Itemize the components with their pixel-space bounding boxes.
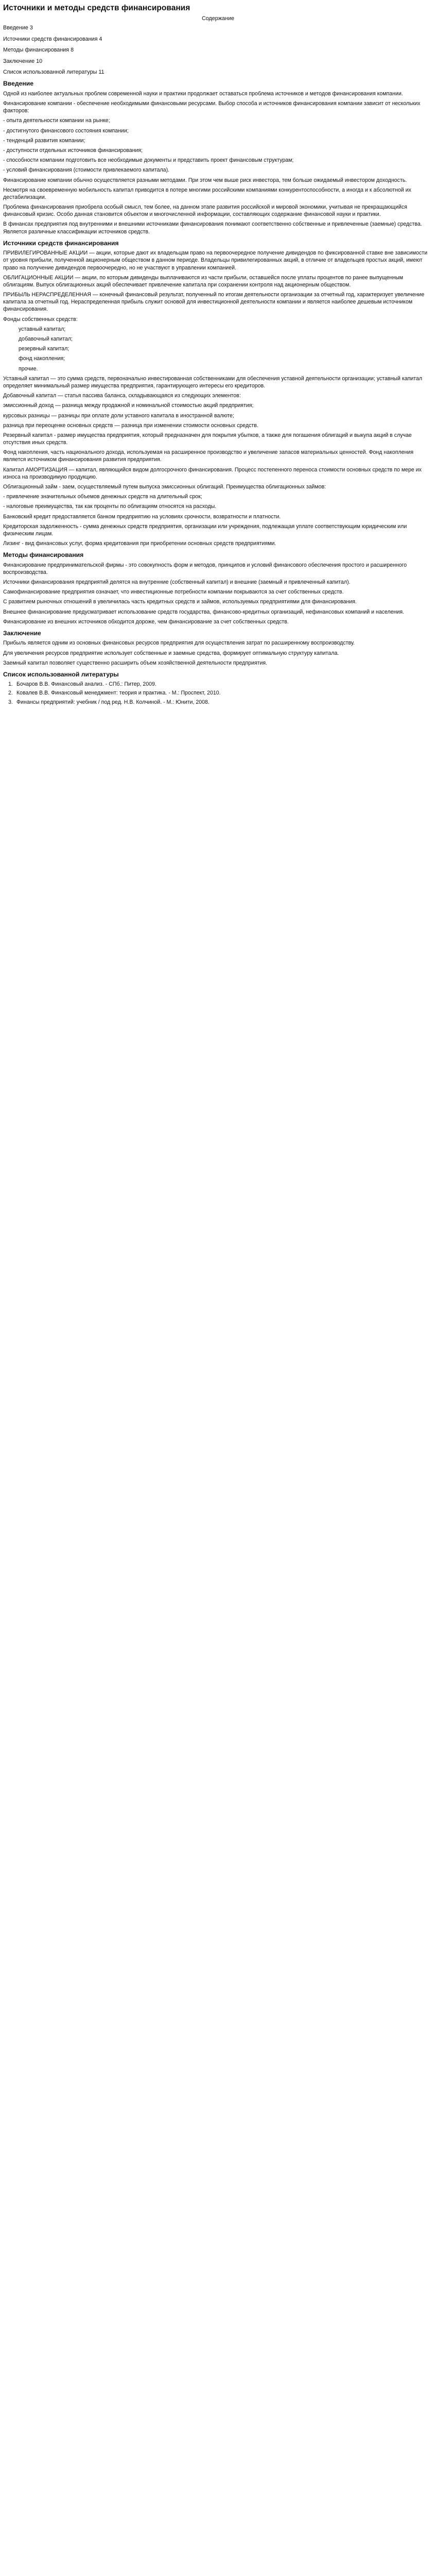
paragraph: - опыта деятельности компании на рынке; (3, 117, 110, 124)
paragraph: Фонды собственных средств: (3, 316, 78, 323)
list-item: прочие. (19, 365, 38, 372)
paragraph: Финансирование из внешних источников обходится дороже, чем финансирование за счет собственных средств. (3, 618, 289, 625)
toc-item: Список использованной литературы 11 (3, 69, 104, 76)
section-heading: Список использованной литературы (3, 670, 119, 678)
section-heading: Введение (3, 80, 34, 88)
paragraph: Проблема финансирования приобрела особый смысл, тем более, на данном этапе развития российской и мировой экономики, учитывая не прекращающийся финансовый кризис. Особо данная становится объектом и многочисленной информации, составляющих содержание финансовой науки и практики. (3, 204, 407, 218)
document-body (3, 79, 433, 705)
paragraph: Облигационный займ - заем, осуществляемый путем выпуска эмиссионных облигаций. Преимущества облигационных займов: (3, 484, 326, 490)
paragraph: - привлечение значительных объемов денежных средств на длительный срок; (3, 494, 202, 500)
paragraph: ПРИВИЛЕГИРОВАННЫЕ АКЦИИ — акции, которые дают их владельцам право на первоочередное получение дивидендов по фиксированной ставке вне зависимости от уровня прибыли, полученной акционерным обществом в данном периоде. Владельцы привилегированных акций, в отличие от владельцев простых акций, имеют право на получение дивидендов первоочередно, но не участвуют в управлении компанией. (3, 250, 428, 271)
paragraph: - способности компании подготовить все необходимые документы и представить проект финансовым структурам; (3, 157, 294, 164)
paragraph: эмиссионный доход — разница между продажной и номинальной стоимостью акций предприятия; (3, 402, 254, 409)
reference-number: 2. (8, 690, 13, 697)
list-item: добавочный капитал; (19, 336, 73, 343)
paragraph: Одной из наиболее актуальных проблем современной науки и практики продолжает оставаться проблема источников и методов финансирования компании. (3, 90, 403, 97)
list-item: резервный капитал; (19, 346, 69, 352)
section (3, 629, 433, 667)
paragraph: Несмотря на своевременную мобильность капитал приводится в потере многими российскими компаниями конкурентоспособности, а иногда и к абсолютной их дестабилизации. (3, 187, 411, 200)
reference-item (3, 681, 433, 688)
section-heading: Заключение (3, 630, 41, 637)
list-item: уставный капитал; (19, 326, 66, 332)
toc-item: Заключение 10 (3, 58, 43, 64)
paragraph: Самофинансирование предприятия означает, что инвестиционные потребности компании покрываются за счет собственных средств. (3, 589, 344, 596)
paragraph: Финансирование компании обычно осуществляется разными методами. При этом чем выше риск инвестора, тем больше ожидаемый инвестором доходность. (3, 177, 407, 183)
paragraph: разница при переоценке основных средств — разница при изменении стоимости основных средств. (3, 422, 258, 429)
paragraph: Прибыль является одним из основных финансовых ресурсов предприятия для осуществления затрат по расширенному воспроизводству. (3, 640, 355, 647)
paragraph: - достигнутого финансового состояния компании; (3, 127, 129, 134)
document-page (0, 0, 436, 706)
toc-heading: Содержание (201, 15, 235, 22)
section (3, 79, 433, 235)
document-title: Источники и методы средств финансирования (3, 4, 190, 12)
paragraph: Банковский кредит предоставляется банком предприятию на условиях срочности, возвратности и платности. (3, 513, 281, 520)
paragraph: С развитием рыночных отношений в увеличилась часть кредитных средств и займов, используемых предприятиями для финансирования. (3, 599, 357, 605)
paragraph: В финансах предприятия под внутренними и внешними источниками финансирования понимают соответственно собственные и привлеченные (заемные) средства. Является различные классификации источников средств. (3, 221, 422, 235)
reference-item (3, 689, 433, 697)
toc-item: Введение 3 (3, 25, 33, 31)
paragraph: Для увеличения ресурсов предприятие использует собственные и заемные средства, формирует оптимальную структуру капитала. (3, 650, 339, 656)
list-item: фонд накопления; (19, 355, 65, 362)
reference-text: Ковалев В.В. Финансовый менеджмент: теория и практика. - М.: Проспект, 2010. (16, 690, 221, 697)
paragraph: Фонд накопления, часть национального дохода, используемая на расширенное производство и увеличение запасов материальных ценностей. Фонд накопления является источником финансирования развития предприятия. (3, 449, 414, 463)
paragraph: ОБЛИГАЦИОННЫЕ АКЦИИ — акции, по которым дивиденды выплачиваются из части прибыли, оставшейся после уплаты процентов по ранее выпущенным облигациям. Выпуск облигационных акций обеспечивает привлечение капитала при сохранении контроля над акционерным обществом. (3, 274, 404, 288)
paragraph: Резервный капитал - размер имущества предприятия, который предназначен для покрытия убытков, а также для погашения облигаций и выкупа акций в случае отсутствия иных средств. (3, 432, 412, 446)
paragraph: ПРИБЫЛЬ НЕРАСПРЕДЕЛЕННАЯ — конечный финансовый результат, полученный по итогам деятельности организации за отчетный год, характеризует увеличение капитала за отчетный год. Нераспределенная прибыль служит основой для инвестиционной деятельности компании и является наиболее дешевым источником финансирования. (3, 292, 425, 313)
table-of-contents (3, 24, 433, 76)
section (3, 670, 433, 706)
paragraph: Внешнее финансирование предусматривает использование средств государства, финансово-кредитных организаций, нефинансовых компаний и населения. (3, 608, 405, 615)
paragraph: - доступности отдельных источников финансирования; (3, 147, 143, 154)
paragraph: Добавочный капитал — статья пассива баланса, складывающаяся из следующих элементов: (3, 393, 241, 399)
paragraph: Финансирование компании - обеспечение необходимыми финансовыми ресурсами. Выбор способа и источников финансирования компании зависит от нескольких факторов: (3, 100, 421, 114)
section (3, 551, 433, 625)
paragraph: Финансирование предпринимательской фирмы - это совокупность форм и методов, принципов и условий финансового обеспечения простого и расширенного воспроизводства. (3, 562, 407, 575)
paragraph: Капитал АМОРТИЗАЦИЯ — капитал, являющийся видом долгосрочного финансирования. Процесс постепенного переноса стоимости основных средств по мере их износа на производимую продукцию. (3, 466, 422, 480)
reference-number: 3. (8, 699, 13, 705)
paragraph: Лизинг - вид финансовых услуг, форма кредитования при приобретении основных средств предприятиями. (3, 540, 276, 547)
paragraph: Уставный капитал — это сумма средств, первоначально инвестированная собственниками для обеспечения уставной деятельности организации; уставный капитал определяет минимальный размер имущества предприятия, гарантирующего интересы его кредиторов. (3, 375, 423, 389)
paragraph: Кредиторская задолженность - сумма денежных средств предприятия, организации или учреждения, подлежащая уплате соответствующим юридическим или физическим лицам. (3, 523, 407, 537)
section-heading: Источники средств финансирования (3, 239, 119, 247)
paragraph: - условий финансирования (стоимости привлекаемого капитала). (3, 167, 170, 174)
reference-text: Бочаров В.В. Финансовый анализ. - СПб.: Питер, 2009. (16, 681, 156, 688)
toc-item: Методы финансирования 8 (3, 47, 74, 54)
section-heading: Методы финансирования (3, 551, 84, 559)
reference-number: 1. (8, 681, 13, 688)
reference-item (3, 699, 433, 706)
section (3, 239, 433, 548)
toc-item: Источники средств финансирования 4 (3, 36, 102, 42)
paragraph: Заемный капитал позволяет существенно расширить объем хозяйственной деятельности предприятия. (3, 659, 268, 666)
reference-text: Финансы предприятий: учебник / под ред. Н.В. Колчиной. - М.: Юнити, 2008. (16, 699, 210, 705)
paragraph: - тенденций развития компании; (3, 137, 85, 144)
paragraph: Источники финансирования предприятий делятся на внутренние (собственный капитал) и внешние (заемный и привлеченный капитал). (3, 579, 351, 586)
paragraph: курсовых разницы — разницы при оплате доли уставного капитала в иностранной валюте; (3, 412, 234, 419)
paragraph: - налоговые преимущества, так как проценты по облигациям относятся на расходы. (3, 503, 217, 510)
